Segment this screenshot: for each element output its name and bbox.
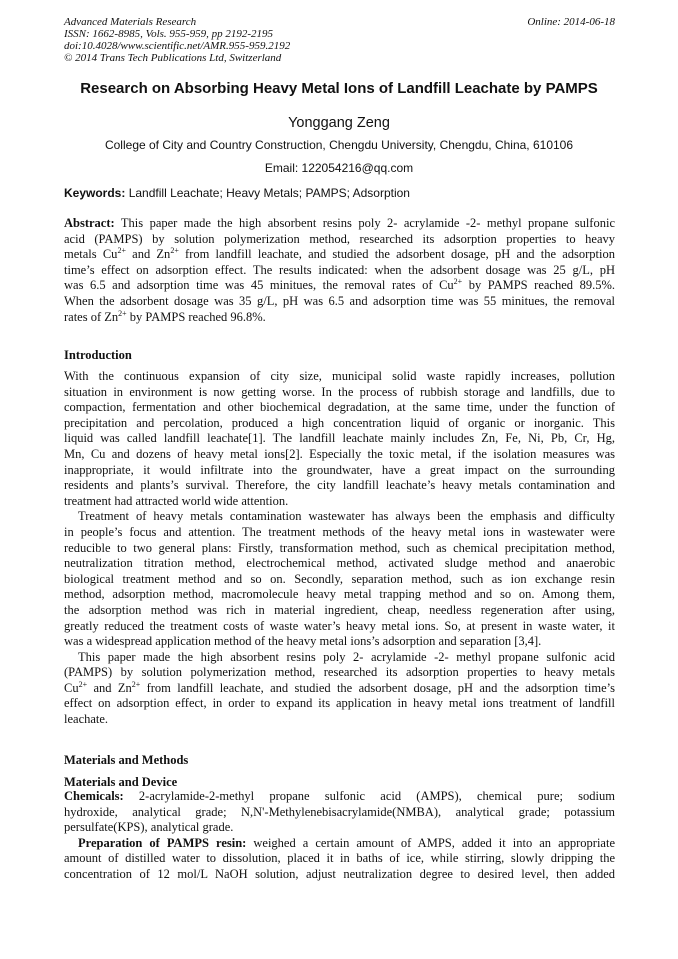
issn-line: ISSN: 1662-8985, Vols. 955-959, pp 2192-2195 [64,28,273,40]
keywords-label: Keywords: [64,186,126,200]
author-name: Yonggang Zeng [288,115,390,131]
materials-subheading: Materials and Device [64,775,178,789]
journal-name: Advanced Materials Research [64,16,197,28]
copyright-line: © 2014 Trans Tech Publications Ltd, Switzerland [64,52,282,64]
introduction-heading: Introduction [64,348,132,362]
keywords [64,186,615,201]
online-date: Online: 2014-06-18 [527,16,615,28]
preparation-label: Preparation of PAMPS resin: [78,835,247,850]
author-email: Email: 122054216@qq.com [264,161,414,175]
abstract: Abstract: This paper made the high absorbent resins poly 2- acrylamide -2- methyl propane sulfonic acid (PAMPS) by solution polymerization method, researched its adsorption properties to heavy metals $Cu^{2+}$ and $Zn^{2+}$ from landfill leachate, and studied the adsorbent dosage, pH and the adsorption time’s effect on adsorption effect. The results indicated: when the adsorbent dosage was 25 g/L, pH was 6.5 and adsorption time was 45 minitues, the removal rates of $Cu^{2+}$ by PAMPS reached 89.5%. When the adsorbent dosage was 35 g/L, pH was 6.5 and adsorption time was 55 minitues, the removal rates of $Zn^{2+}$ by PAMPS reached 96.8%. [64,216,616,324]
introduction-body: With the continuous expansion of city size, municipal solid waste rapidly increases, pollution situation in environment is now getting worse. In the process of rubbish storage and landfills, due to compaction, fermentation and other biochemical degradation, at the same time, under the function of precipitation and percolation, produced a high concentration liquid of organic or inorganic. This liquid was called landfill leachate[1]. The landfill leachate mainly includes Zn, Fe, Ni, Pb, Cr, Hg, Mn, Cu and dozens of heavy metal ions[2]. Especially the toxic metal, if the isolation measures was inappropriate, it would infiltrate into the groundwater, have a great impact on the surrounding residents and plants’s survival. Therefore, the city landfill leachate’s heavy metals contamination and treatment had attracted world wide attention. Treatment of heavy metals contamination wastewater has always been the emphasis and difficulty in people’s focus and attention. The treatment methods of the heavy metal ions in wastewater were reducible to two general plans: Firstly, transformation method, such as chemical precipitation method, neutralization titration method, electrochemical method, activated sludge method and anaerobic biological treatment method and so on. Secondly, separation method, such as ion exchange resin method, adsorption method, macromolecule heavy metal trapping method and so on. Among them, the adsorption method was rich in material ingredient, cheap, needless regeneration after using, greatly reduced the treatment costs of waste water’s heavy metal ions. So, at present in waste water, it was a widespread application method of the heavy metal ions’s adsorption and separation [3,4]. This paper made the high absorbent resins poly 2- acrylamide -2- methyl propane sulfonic acid (PAMPS) by solution polymerization method, researched its adsorption properties to heavy metals $Cu^{2+}$ and $Zn^{2+}$ from landfill leachate, and studied the adsorbent dosage, pH and the adsorption time’s effect on adsorption effect, in order to expand its application in heavy metal ions treatment of landfill leachate. [64,369,616,727]
affiliation: College of City and Country Construction, Chengdu University, Chengdu, China, 610106 [104,138,574,152]
abstract-label: Abstract: [64,216,115,230]
methods-body: Chemicals: 2-acrylamide-2-methyl propane sulfonic acid (AMPS), chemical pure; sodium hydroxide, analytical grade; N,N'-Methylenebisacrylamide(NMBA), analytical grade; potassium persulfate(KPS), analytical grade. Preparation of PAMPS resin: weighed a certain amount of AMPS, added it into an appropriate amount of distilled water to dissolution, placed it in baths of ice, while stirring, slowly dripping the concentration of 12 mol/L NaOH solution, adjust neutralization degree to desired level, then added [64,789,616,881]
doi-line: doi:10.4028/www.scientific.net/AMR.955-959.2192 [64,40,291,52]
chemicals-label: Chemicals: [64,789,124,803]
paper-title: Research on Absorbing Heavy Metal Ions of Landfill Leachate by PAMPS [80,80,598,97]
keywords-text: Landfill Leachate; Heavy Metals; PAMPS; Adsorption [128,186,410,200]
methods-heading: Materials and Methods [64,753,189,767]
